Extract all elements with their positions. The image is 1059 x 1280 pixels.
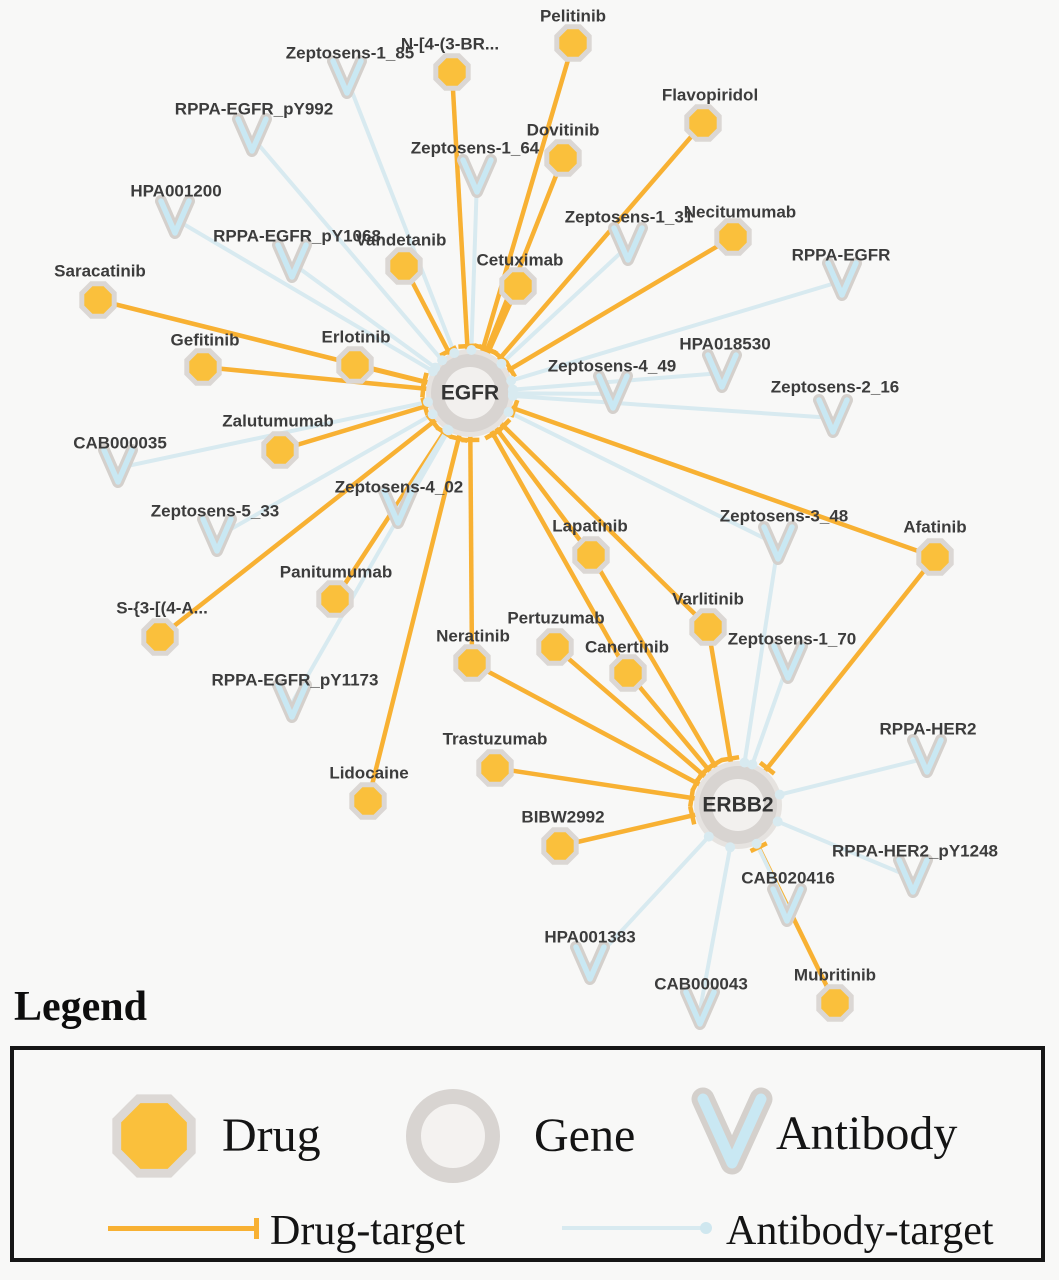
drug-node[interactable] — [612, 657, 644, 689]
antibody-node[interactable] — [913, 740, 941, 772]
drug-label: Necitumumab — [683, 202, 797, 222]
antibody-label: Zeptosens-2_16 — [770, 377, 900, 397]
antibody-label: RPPA-EGFR_pY1173 — [211, 670, 379, 690]
drug-node[interactable] — [82, 284, 114, 316]
drug-node[interactable] — [352, 785, 384, 817]
antibody-label: HPA018530 — [679, 334, 771, 354]
antibody-target-dot — [700, 1222, 712, 1234]
drug-target-edge — [98, 300, 470, 393]
antibody-node[interactable] — [708, 355, 736, 387]
drug-node[interactable] — [456, 647, 488, 679]
drug-label: Zalutumumab — [222, 411, 334, 431]
antibody-edge-dot — [466, 345, 476, 355]
antibody-node[interactable] — [333, 61, 361, 93]
drug-label: Lidocaine — [329, 763, 409, 783]
antibody-edge-dot — [504, 407, 514, 417]
drug-label: Canertinib — [584, 637, 670, 657]
antibody-label: CAB000043 — [654, 974, 748, 994]
antibody-edge-dot — [444, 425, 454, 435]
drug-node[interactable] — [436, 56, 468, 88]
drug-node[interactable] — [479, 752, 511, 784]
antibody-label: CAB000035 — [73, 433, 167, 453]
antibody-edge-dot — [775, 790, 785, 800]
drug-node[interactable] — [687, 107, 719, 139]
drug-label: Mubritinib — [793, 965, 877, 985]
antibody-edge-dot — [428, 409, 438, 419]
drug-node[interactable] — [264, 434, 296, 466]
layer-labels — [54, 6, 998, 993]
antibody-label: Zeptosens-1_70 — [727, 629, 857, 649]
antibody-edge-dot — [437, 355, 447, 365]
antibody-edge-dot — [423, 397, 433, 407]
antibody-label: Zeptosens-3_48 — [719, 506, 849, 526]
antibody-edge-dot — [704, 832, 714, 842]
drug-label: Gefitinib — [170, 330, 240, 350]
drug-node[interactable] — [575, 539, 607, 571]
drug-target-edge-sample — [108, 1218, 261, 1240]
antibody-label: Zeptosens-5_33 — [150, 501, 280, 521]
antibody-node[interactable] — [161, 201, 189, 233]
gene-label: EGFR — [440, 381, 500, 405]
drug-target-line — [108, 1226, 256, 1231]
drug-node[interactable] — [388, 250, 420, 282]
antibody-label: Zeptosens-1_64 — [410, 138, 540, 158]
drug-edge-tee — [721, 757, 739, 760]
drug-node[interactable] — [144, 621, 176, 653]
antibody-node[interactable] — [828, 263, 856, 295]
antibody-legend-label: Antibody — [776, 1107, 958, 1160]
drug-label: Panitumumab — [279, 562, 393, 582]
antibody-label: HPA001200 — [130, 181, 222, 201]
drug-node[interactable] — [319, 583, 351, 615]
drug-label: N-[4-(3-BR... — [400, 34, 500, 54]
antibody-edge-dot — [496, 359, 506, 369]
antibody-legend-icon — [686, 1080, 778, 1186]
drug-node[interactable] — [539, 631, 571, 663]
drug-label: Erlotinib — [321, 327, 391, 347]
antibody-edge-dot — [449, 348, 459, 358]
drug-label: Pertuzumab — [507, 608, 605, 628]
drug-label: Saracatinib — [54, 261, 146, 281]
drug-legend-icon — [106, 1088, 202, 1184]
antibody-node[interactable] — [774, 646, 802, 678]
antibody-target-label: Antibody-target — [726, 1208, 994, 1254]
drug-node[interactable] — [547, 142, 579, 174]
drug-edge-tee — [690, 789, 693, 807]
antibody-edge-dot — [752, 839, 762, 849]
drug-label: Afatinib — [903, 517, 967, 537]
drug-label: Cetuximab — [476, 250, 564, 270]
antibody-label: Zeptosens-1_85 — [285, 43, 415, 63]
drug-label: Flavopiridol — [661, 85, 759, 105]
gene-legend-label: Gene — [534, 1109, 636, 1162]
antibody-edge-dot — [773, 817, 783, 827]
antibody-edge-dot — [430, 363, 440, 373]
drug-label: Pelitinib — [539, 6, 607, 26]
antibody-edge-dot — [506, 376, 516, 386]
antibody-label: RPPA-HER2 — [879, 719, 977, 739]
drug-node[interactable] — [502, 270, 534, 302]
drug-label: Lapatinib — [552, 516, 628, 536]
gene-label: ERBB2 — [702, 793, 774, 817]
drug-target-label: Drug-target — [270, 1208, 466, 1254]
antibody-label: Zeptosens-4_49 — [547, 356, 677, 376]
drug-legend-label: Drug — [222, 1109, 321, 1162]
antibody-label: RPPA-EGFR_pY992 — [174, 99, 334, 119]
drug-target-edge — [470, 393, 935, 557]
antibody-label: HPA001383 — [544, 927, 636, 947]
antibody-edge-dot — [508, 391, 518, 401]
drug-node[interactable] — [557, 27, 589, 59]
drug-edge-tee — [690, 807, 694, 825]
drug-node[interactable] — [919, 541, 951, 573]
drug-label: Trastuzumab — [442, 729, 548, 749]
legend-box — [10, 1046, 1045, 1262]
antibody-label: Zeptosens-4_02 — [334, 477, 464, 497]
antibody-target-edge-sample — [562, 1222, 714, 1234]
drug-node[interactable] — [692, 611, 724, 643]
antibody-label: RPPA-HER2_pY1248 — [832, 841, 998, 861]
drug-label: S-{3-[(4-A... — [116, 598, 208, 618]
drug-label: Dovitinib — [526, 120, 600, 140]
antibody-edge-dot — [747, 759, 757, 769]
drug-node[interactable] — [544, 830, 576, 862]
gene-legend-icon — [406, 1089, 500, 1183]
drug-label: Vandetanib — [355, 230, 447, 250]
antibody-node[interactable] — [463, 160, 491, 192]
drug-node[interactable] — [819, 987, 851, 1019]
drug-node[interactable] — [717, 221, 749, 253]
drug-label: BIBW2992 — [521, 807, 605, 827]
antibody-edge-dot — [725, 842, 735, 852]
legend-title: Legend — [14, 984, 148, 1030]
antibody-label: Zeptosens-1_31 — [564, 207, 694, 227]
antibody-label: RPPA-EGFR — [791, 245, 891, 265]
drug-target-tee — [254, 1218, 259, 1239]
antibody-label: CAB020416 — [741, 868, 835, 888]
drug-label: Varlitinib — [672, 589, 744, 609]
antibody-target-line — [562, 1226, 702, 1230]
antibody-label: RPPA-EGFR_pY1068 — [213, 226, 381, 246]
drug-node[interactable] — [339, 349, 371, 381]
drug-node[interactable] — [187, 351, 219, 383]
drug-label: Neratinib — [436, 626, 510, 646]
